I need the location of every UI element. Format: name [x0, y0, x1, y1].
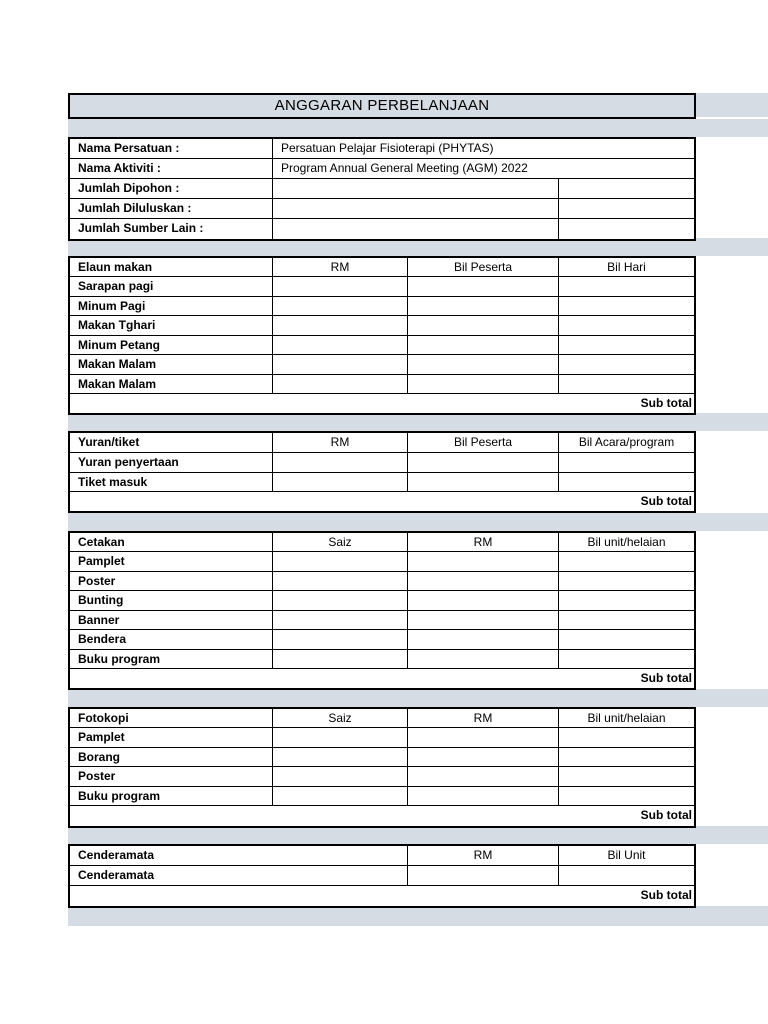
- rm-cell[interactable]: [407, 591, 558, 610]
- rm-cell[interactable]: [407, 748, 558, 767]
- saiz-cell[interactable]: [272, 630, 407, 649]
- bil-unit-cell[interactable]: [558, 552, 694, 571]
- bil-unit-cell[interactable]: [558, 787, 694, 806]
- table-row: [70, 728, 694, 748]
- table-row: [70, 453, 694, 473]
- info-value-extra[interactable]: [558, 199, 694, 218]
- item-label: Banner: [78, 612, 120, 627]
- rm-cell[interactable]: [407, 572, 558, 591]
- separator-band: [68, 413, 768, 431]
- table-row: [70, 787, 694, 807]
- rm-cell[interactable]: [407, 767, 558, 786]
- subtotal-label: Sub total: [640, 888, 692, 902]
- subtotal-row: [70, 806, 694, 826]
- table-header-row: [70, 533, 694, 552]
- saiz-cell[interactable]: [272, 572, 407, 591]
- bil-peserta-cell[interactable]: [407, 316, 558, 335]
- fotokopi-table: [68, 707, 696, 828]
- bil-unit-cell[interactable]: [558, 611, 694, 630]
- page-title-box: [68, 93, 696, 119]
- column-header: RM: [407, 846, 558, 865]
- info-label: Nama Aktiviti :: [78, 161, 161, 175]
- item-label: Makan Tghari: [78, 318, 156, 332]
- rm-cell[interactable]: [272, 336, 407, 355]
- item-label: Makan Malam: [78, 376, 157, 391]
- item-label: Sarapan pagi: [78, 279, 154, 293]
- info-row: [70, 139, 694, 159]
- saiz-cell[interactable]: [272, 728, 407, 747]
- column-header: Bil Peserta: [407, 258, 558, 276]
- info-row: [70, 179, 694, 199]
- column-header: RM: [407, 533, 558, 551]
- table-row: [70, 375, 694, 395]
- table-row: [70, 473, 694, 493]
- saiz-cell[interactable]: [272, 591, 407, 610]
- saiz-cell[interactable]: [272, 767, 407, 786]
- rm-cell[interactable]: [407, 728, 558, 747]
- table-row: [70, 767, 694, 787]
- item-label: Bunting: [78, 593, 124, 607]
- rm-cell[interactable]: [272, 297, 407, 316]
- column-header: Cenderamata: [78, 848, 155, 862]
- rm-cell[interactable]: [272, 375, 407, 394]
- table-row: [70, 611, 694, 631]
- bil-hari-cell[interactable]: [558, 375, 694, 394]
- table-row: [70, 552, 694, 572]
- separator-band: [68, 513, 768, 531]
- rm-cell[interactable]: [407, 787, 558, 806]
- rm-cell[interactable]: [272, 473, 407, 492]
- column-header: RM: [272, 258, 407, 276]
- saiz-cell[interactable]: [272, 650, 407, 669]
- rm-cell[interactable]: [272, 277, 407, 296]
- rm-cell[interactable]: [407, 650, 558, 669]
- separator-band: [68, 119, 768, 137]
- bil-hari-cell[interactable]: [558, 316, 694, 335]
- subtotal-row: [70, 886, 694, 906]
- column-header: Bil Peserta: [407, 433, 558, 452]
- column-header: Bil unit/helaian: [558, 709, 694, 727]
- item-label: Pamplet: [78, 730, 125, 744]
- bil-hari-cell[interactable]: [558, 355, 694, 374]
- table-row: [70, 336, 694, 356]
- subtotal-row: [70, 492, 694, 511]
- bil-peserta-cell[interactable]: [407, 473, 558, 492]
- table-header-row: [70, 258, 694, 277]
- info-row: [70, 159, 694, 179]
- subtotal-label: Sub total: [640, 396, 692, 410]
- info-row: [70, 219, 694, 239]
- bil-hari-cell[interactable]: [558, 277, 694, 296]
- rm-cell[interactable]: [407, 630, 558, 649]
- table-row: [70, 650, 694, 670]
- yuran-table: [68, 431, 696, 513]
- info-value-extra[interactable]: [558, 219, 694, 239]
- table-row: [70, 277, 694, 297]
- table-row: [70, 591, 694, 611]
- table-header-row: [70, 433, 694, 453]
- item-label: Buku program: [78, 651, 161, 666]
- table-row: [70, 572, 694, 592]
- table-row: [70, 630, 694, 650]
- item-label: Borang: [78, 749, 120, 764]
- column-header: Yuran/tiket: [78, 435, 140, 449]
- rm-cell[interactable]: [272, 453, 407, 472]
- item-label: Pamplet: [78, 554, 125, 568]
- page-title: ANGGARAN PERBELANJAAN: [274, 97, 490, 114]
- info-value[interactable]: [272, 179, 558, 198]
- info-value-extra[interactable]: [558, 179, 694, 198]
- saiz-cell[interactable]: [272, 611, 407, 630]
- rm-cell[interactable]: [407, 866, 558, 885]
- separator-band: [68, 689, 768, 707]
- item-label: Cenderamata: [78, 868, 155, 882]
- item-label: Makan Malam: [78, 357, 157, 371]
- info-label: Jumlah Diluluskan :: [78, 201, 192, 215]
- separator-band: [68, 826, 768, 844]
- table-row: [70, 355, 694, 375]
- item-label: Bendera: [78, 632, 127, 646]
- column-header: Bil Acara/program: [558, 433, 694, 452]
- column-header: RM: [407, 709, 558, 727]
- bil-peserta-cell[interactable]: [407, 277, 558, 296]
- rm-cell[interactable]: [272, 316, 407, 335]
- rm-cell[interactable]: [272, 355, 407, 374]
- column-header: RM: [272, 433, 407, 452]
- table-row: [70, 297, 694, 317]
- item-label: Minum Pagi: [78, 298, 146, 313]
- column-header: Elaun makan: [78, 260, 153, 274]
- table-header-row: [70, 709, 694, 728]
- table-row: [70, 748, 694, 768]
- info-label: Jumlah Dipohon :: [78, 181, 180, 195]
- subtotal-label: Sub total: [640, 494, 692, 508]
- column-header: Cetakan: [78, 535, 125, 549]
- bil-peserta-cell[interactable]: [407, 297, 558, 316]
- bil-unit-cell[interactable]: [558, 748, 694, 767]
- bil-unit-cell[interactable]: [558, 728, 694, 747]
- table-row: [70, 316, 694, 336]
- info-value[interactable]: [272, 199, 558, 218]
- info-row: [70, 199, 694, 219]
- cenderamata-table: [68, 844, 696, 908]
- info-label: Nama Persatuan :: [78, 141, 180, 155]
- bil-unit-cell[interactable]: [558, 767, 694, 786]
- item-label: Minum Petang: [78, 337, 161, 352]
- bil-acara-cell[interactable]: [558, 473, 694, 492]
- column-header: Saiz: [272, 709, 407, 727]
- column-header: Fotokopi: [78, 711, 129, 725]
- subtotal-row: [70, 669, 694, 688]
- column-header: Bil Hari: [558, 258, 694, 276]
- item-label: Poster: [78, 573, 116, 588]
- bil-unit-cell[interactable]: [558, 591, 694, 610]
- table-row: [70, 866, 694, 886]
- item-label: Poster: [78, 769, 116, 783]
- column-header: Saiz: [272, 533, 407, 551]
- cetakan-table: [68, 531, 696, 690]
- info-value[interactable]: [272, 219, 558, 239]
- item-label: Yuran penyertaan: [78, 455, 179, 469]
- item-label: Buku program: [78, 788, 161, 803]
- info-value[interactable]: Persatuan Pelajar Fisioterapi (PHYTAS): [272, 139, 694, 158]
- info-value[interactable]: Program Annual General Meeting (AGM) 2022: [272, 159, 694, 178]
- bil-unit-cell[interactable]: [558, 572, 694, 591]
- table-header-row: [70, 846, 694, 866]
- bil-unit-cell[interactable]: [558, 866, 694, 885]
- rm-cell[interactable]: [407, 611, 558, 630]
- rm-cell[interactable]: [407, 552, 558, 571]
- bil-peserta-cell[interactable]: [407, 355, 558, 374]
- item-label: Tiket masuk: [78, 474, 148, 489]
- bil-unit-cell[interactable]: [558, 650, 694, 669]
- bil-hari-cell[interactable]: [558, 336, 694, 355]
- saiz-cell[interactable]: [272, 787, 407, 806]
- bil-peserta-cell[interactable]: [407, 453, 558, 472]
- bil-hari-cell[interactable]: [558, 297, 694, 316]
- info-label: Jumlah Sumber Lain :: [78, 221, 204, 235]
- bil-peserta-cell[interactable]: [407, 375, 558, 394]
- info-table: [68, 137, 696, 241]
- bil-peserta-cell[interactable]: [407, 336, 558, 355]
- saiz-cell[interactable]: [272, 552, 407, 571]
- subtotal-label: Sub total: [640, 671, 692, 685]
- elaun-table: [68, 256, 696, 415]
- subtotal-label: Sub total: [640, 808, 692, 822]
- separator-band: [68, 906, 768, 926]
- column-header: Bil Unit: [558, 846, 694, 865]
- bil-acara-cell[interactable]: [558, 453, 694, 472]
- bil-unit-cell[interactable]: [558, 630, 694, 649]
- subtotal-row: [70, 394, 694, 413]
- saiz-cell[interactable]: [272, 748, 407, 767]
- column-header: Bil unit/helaian: [558, 533, 694, 551]
